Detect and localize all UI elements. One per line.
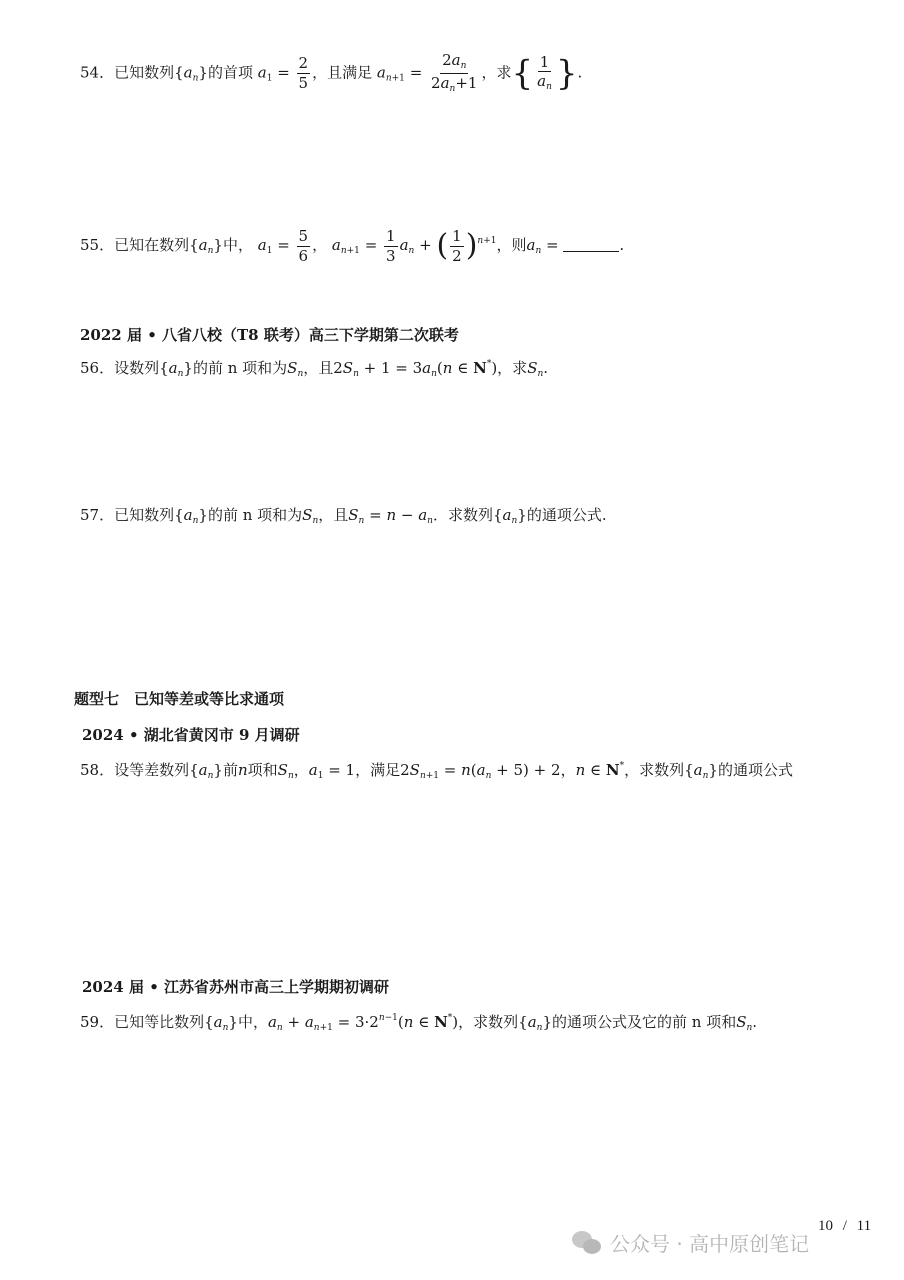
problem-number: 56． bbox=[80, 359, 115, 377]
wechat-icon bbox=[572, 1231, 602, 1255]
problem-text: 的通项公式及它的前 n 项和 bbox=[552, 1013, 737, 1031]
source-heading: 2022 届 • 八省八校（T8 联考）高三下学期第二次联考 bbox=[80, 326, 459, 344]
problem-text: . bbox=[619, 236, 625, 254]
problem-55: 55．已知在数列$\{a_n\}$中， $a_1$ = $\frac{5}{6}$ ， $a_{n+1}$ = $\frac{1}{3}$ $a_n$ + ( $\frac{1}{2}$ )$^{n+1}$，则$a_n$ = . bbox=[80, 227, 625, 265]
problem-57: 57．已知数列$\{a_n\}$的前 n 项和为$S_n$，且$S_n = n - a_n$．求数列$\{a_n\}$的通项公式. bbox=[80, 506, 607, 526]
problem-text: ．求数列 bbox=[432, 506, 493, 524]
problem-text: ，则 bbox=[496, 236, 527, 254]
problem-59: 59．已知等比数列$\{a_n\}$中，$a_n + a_{n+1} = 3\cdot 2^{n-1}(n$ ∈ N*)，求数列$\{a_n\}$的通项公式及它的前 n 项和$S_n$. bbox=[80, 1013, 758, 1033]
problem-text: 的前 n 项和为 bbox=[207, 506, 303, 524]
problem-text: 的前 n 项和为 bbox=[192, 359, 288, 377]
problem-text: 已知在数列 bbox=[114, 236, 190, 254]
problem-text: ， bbox=[560, 761, 576, 779]
problem-text: ，求数列 bbox=[624, 761, 685, 779]
problem-text: ，且满足 bbox=[312, 63, 373, 82]
current-page: 10 bbox=[818, 1218, 833, 1234]
problem-56: 56．设数列$\{a_n\}$的前 n 项和为$S_n$，且$2S_n + 1 = 3a_n(n$ ∈ N*)，求$S_n$. bbox=[80, 359, 549, 379]
watermark bbox=[572, 1228, 809, 1257]
problem-text: . bbox=[543, 359, 549, 377]
answer-blank bbox=[563, 237, 619, 252]
problem-text: ，求 bbox=[481, 63, 512, 82]
source-heading: 2024 • 湖北省黄冈市 9 月调研 bbox=[82, 726, 300, 744]
problem-number: 54． bbox=[80, 63, 115, 82]
problem-number: 59． bbox=[80, 1013, 115, 1031]
source-heading: 2024 届 • 江苏省苏州市高三上学期期初调研 bbox=[82, 978, 390, 996]
watermark-text: 公众号 · 高中原创笔记 bbox=[610, 1232, 810, 1256]
problem-number: 55． bbox=[80, 236, 115, 254]
problem-number: 58． bbox=[80, 761, 115, 779]
problem-text: 中， bbox=[222, 236, 253, 254]
problem-number: 57． bbox=[80, 506, 115, 524]
problem-text: 前 bbox=[222, 761, 238, 779]
problem-54: 54．已知数列$\{a_n\}$的首项 $a_1$ = $\frac{2}{5}$ ，且满足 $a_{n+1}$ = $\frac{2a_n}{2a_n+1}$ ，求{ $\frac{1}{a_n}$ }. bbox=[80, 51, 583, 94]
problem-text: . bbox=[752, 1013, 758, 1031]
problem-text: 的首项 bbox=[207, 63, 253, 82]
problem-text: 已知等比数列 bbox=[114, 1013, 205, 1031]
problem-text: 设等差数列 bbox=[114, 761, 190, 779]
problem-text: 项和 bbox=[247, 761, 278, 779]
problem-text: ，且 bbox=[303, 359, 334, 377]
problem-text: 中， bbox=[237, 1013, 268, 1031]
problem-text: 的通项公式 bbox=[717, 761, 793, 779]
problem-text: ， bbox=[293, 761, 309, 779]
section-heading: 题型七 已知等差或等比求通项 bbox=[74, 690, 285, 708]
problem-58: 58．设等差数列$\{a_n\}$前n项和$S_n$，$a_1 = 1$，满足$2S_{n+1} = n(a_n + 5) + 2$，n ∈ N*，求数列$\{a_n\}$的通项公式 bbox=[80, 761, 793, 781]
page-number bbox=[818, 1218, 871, 1235]
page-separator: / bbox=[842, 1218, 847, 1234]
problem-text: ，求数列 bbox=[458, 1013, 519, 1031]
problem-text: ，求 bbox=[497, 359, 528, 377]
problem-text: 已知数列 bbox=[114, 63, 175, 82]
total-pages: 11 bbox=[856, 1218, 872, 1234]
problem-text: 设数列 bbox=[114, 359, 160, 377]
problem-text: ，且 bbox=[318, 506, 349, 524]
problem-text: ，满足 bbox=[355, 761, 401, 779]
problem-text: 已知数列 bbox=[114, 506, 175, 524]
problem-text: 的通项公式. bbox=[526, 506, 607, 524]
problem-text: ， bbox=[312, 236, 328, 254]
